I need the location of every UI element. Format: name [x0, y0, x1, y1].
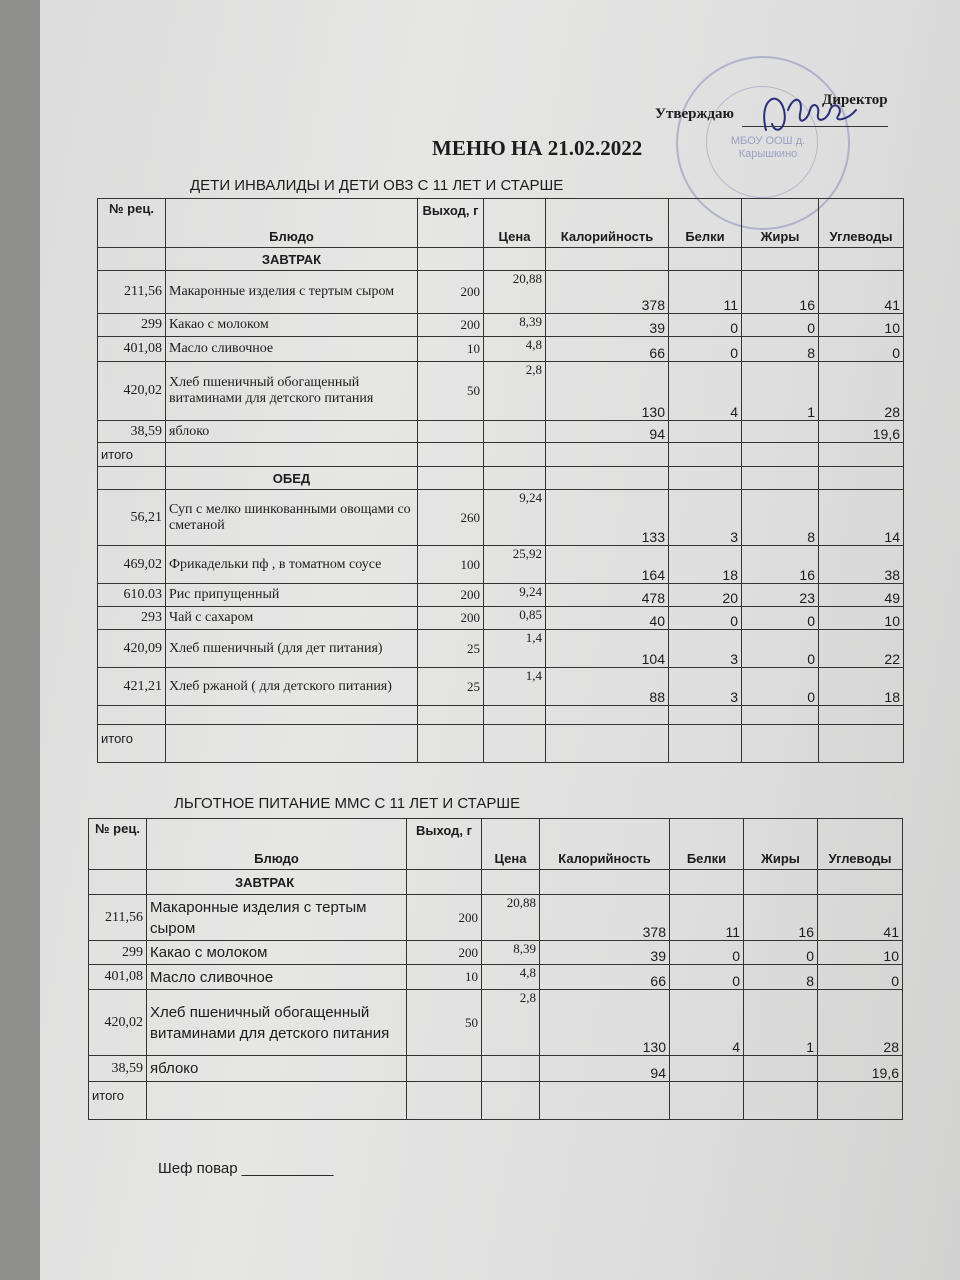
table-row — [98, 490, 904, 546]
cell-calories: 478 — [546, 584, 669, 607]
cell-output: 200 — [418, 607, 484, 630]
cell-calories: 66 — [540, 965, 670, 990]
cell-carbs: 38 — [819, 546, 904, 584]
cell-calories: 378 — [546, 271, 669, 314]
cell-rec: 38,59 — [89, 1056, 147, 1082]
chef-signature-line: Шеф повар ___________ — [158, 1160, 334, 1177]
cell-carbs: 14 — [819, 490, 904, 546]
cell-calories: 88 — [546, 668, 669, 706]
total-label: итого — [98, 443, 166, 467]
cell-dish: Чай с сахаром — [166, 607, 418, 630]
cell-price: 20,88 — [482, 895, 540, 941]
table-row — [98, 546, 904, 584]
cell-price: 9,24 — [484, 490, 546, 546]
total-row — [89, 1082, 903, 1120]
cell-proteins — [670, 1056, 744, 1082]
table-row — [98, 668, 904, 706]
cell-fats: 16 — [742, 271, 819, 314]
cell-fats — [744, 1056, 818, 1082]
cell-rec: 401,08 — [98, 337, 166, 362]
cell-dish: яблоко — [147, 1056, 407, 1082]
cell-rec: 299 — [98, 314, 166, 337]
director-signature — [748, 80, 858, 140]
cell-rec: 56,21 — [98, 490, 166, 546]
cell-output: 10 — [418, 337, 484, 362]
cell-carbs: 10 — [819, 314, 904, 337]
cell-price: 4,8 — [484, 337, 546, 362]
cell-calories: 66 — [546, 337, 669, 362]
cell-proteins: 3 — [669, 630, 742, 668]
cell-price: 2,8 — [484, 362, 546, 421]
cell-carbs: 41 — [818, 895, 903, 941]
cell-output — [418, 421, 484, 443]
table-row — [89, 1056, 903, 1082]
cell-dish: яблоко — [166, 421, 418, 443]
cell-output: 200 — [418, 584, 484, 607]
col-header-output: Выход, г — [407, 819, 482, 870]
cell-carbs: 49 — [819, 584, 904, 607]
cell-proteins: 11 — [670, 895, 744, 941]
cell-carbs: 41 — [819, 271, 904, 314]
cell-dish: Какао с молоком — [147, 941, 407, 965]
cell-calories: 104 — [546, 630, 669, 668]
cell-proteins: 11 — [669, 271, 742, 314]
cell-proteins: 0 — [670, 941, 744, 965]
cell-dish: Суп с мелко шинкованными овощами со сметаной — [166, 490, 418, 546]
cell-proteins: 0 — [670, 965, 744, 990]
cell-proteins: 0 — [669, 337, 742, 362]
cell-dish: Рис припущенный — [166, 584, 418, 607]
cell-carbs: 0 — [819, 337, 904, 362]
cell-price: 25,92 — [484, 546, 546, 584]
cell-fats: 1 — [744, 990, 818, 1056]
cell-fats — [742, 421, 819, 443]
cell-proteins — [669, 421, 742, 443]
section-lunch: ОБЕД — [166, 467, 418, 490]
menu-table-benefit — [88, 818, 903, 1120]
cell-fats: 1 — [742, 362, 819, 421]
cell-price: 8,39 — [484, 314, 546, 337]
cell-calories: 94 — [546, 421, 669, 443]
col-header-carbs: Углеводы — [818, 819, 903, 870]
cell-fats: 8 — [744, 965, 818, 990]
cell-rec: 299 — [89, 941, 147, 965]
cell-calories: 40 — [546, 607, 669, 630]
col-header-rec: № рец. — [98, 199, 166, 248]
empty-row — [98, 706, 904, 725]
total-label: итого — [89, 1082, 147, 1120]
cell-dish: Какао с молоком — [166, 314, 418, 337]
cell-price: 8,39 — [482, 941, 540, 965]
cell-calories: 39 — [546, 314, 669, 337]
section-breakfast: ЗАВТРАК — [166, 248, 418, 271]
cell-dish: Фрикадельки пф , в томатном соусе — [166, 546, 418, 584]
cell-rec: 211,56 — [89, 895, 147, 941]
col-header-carbs: Углеводы — [819, 199, 904, 248]
cell-rec: 610.03 — [98, 584, 166, 607]
table-row — [98, 362, 904, 421]
cell-carbs: 28 — [818, 990, 903, 1056]
menu-table-disabled-children — [97, 198, 904, 763]
cell-dish: Масло сливочное — [166, 337, 418, 362]
cell-output: 10 — [407, 965, 482, 990]
cell-proteins: 3 — [669, 490, 742, 546]
section-row — [98, 467, 904, 490]
cell-dish: Хлеб ржаной ( для детского питания) — [166, 668, 418, 706]
cell-proteins: 3 — [669, 668, 742, 706]
table-row — [98, 584, 904, 607]
table-row — [98, 271, 904, 314]
cell-calories: 39 — [540, 941, 670, 965]
cell-calories: 133 — [546, 490, 669, 546]
cell-calories: 94 — [540, 1056, 670, 1082]
cell-proteins: 4 — [669, 362, 742, 421]
cell-carbs: 0 — [818, 965, 903, 990]
cell-output: 50 — [418, 362, 484, 421]
table2-subtitle: ЛЬГОТНОЕ ПИТАНИЕ ММС С 11 ЛЕТ И СТАРШЕ — [174, 795, 521, 812]
cell-calories: 378 — [540, 895, 670, 941]
cell-price — [484, 421, 546, 443]
cell-output — [407, 1056, 482, 1082]
menu-title: МЕНЮ НА 21.02.2022 — [432, 136, 643, 160]
col-header-price: Цена — [482, 819, 540, 870]
cell-rec: 420,02 — [89, 990, 147, 1056]
col-header-calories: Калорийность — [546, 199, 669, 248]
table-row — [89, 941, 903, 965]
table-row — [89, 990, 903, 1056]
cell-rec: 421,21 — [98, 668, 166, 706]
cell-dish: Макаронные изделия с тертым сыром — [166, 271, 418, 314]
cell-calories: 164 — [546, 546, 669, 584]
cell-output: 200 — [407, 895, 482, 941]
cell-price — [482, 1056, 540, 1082]
col-header-dish: Блюдо — [166, 199, 418, 248]
stamp-text: МБОУ ООШ д. Карышкино — [730, 135, 806, 160]
cell-price: 0,85 — [484, 607, 546, 630]
cell-proteins: 20 — [669, 584, 742, 607]
table-header-row — [89, 819, 903, 870]
cell-fats: 0 — [742, 630, 819, 668]
cell-rec: 420,09 — [98, 630, 166, 668]
cell-rec: 401,08 — [89, 965, 147, 990]
table-row — [98, 607, 904, 630]
cell-rec: 469,02 — [98, 546, 166, 584]
col-header-proteins: Белки — [669, 199, 742, 248]
col-header-fats: Жиры — [744, 819, 818, 870]
cell-proteins: 4 — [670, 990, 744, 1056]
section-row — [89, 870, 903, 895]
cell-dish: Масло сливочное — [147, 965, 407, 990]
table1-subtitle: ДЕТИ ИНВАЛИДЫ И ДЕТИ ОВЗ С 11 ЛЕТ И СТАРШЕ — [190, 177, 564, 194]
cell-rec: 293 — [98, 607, 166, 630]
cell-output: 200 — [407, 941, 482, 965]
table-row — [98, 630, 904, 668]
total-row — [98, 725, 904, 763]
cell-output: 200 — [418, 314, 484, 337]
cell-output: 50 — [407, 990, 482, 1056]
cell-dish: Хлеб пшеничный обогащенный витаминами для детского питания — [166, 362, 418, 421]
total-label: итого — [98, 725, 166, 763]
col-header-output: Выход, г — [418, 199, 484, 248]
cell-fats: 0 — [742, 607, 819, 630]
cell-calories: 130 — [540, 990, 670, 1056]
col-header-dish: Блюдо — [147, 819, 407, 870]
cell-price: 4,8 — [482, 965, 540, 990]
cell-fats: 0 — [744, 941, 818, 965]
cell-carbs: 22 — [819, 630, 904, 668]
cell-carbs: 10 — [818, 941, 903, 965]
cell-proteins: 0 — [669, 314, 742, 337]
cell-dish: Хлеб пшеничный (для дет питания) — [166, 630, 418, 668]
cell-rec: 38,59 — [98, 421, 166, 443]
cell-fats: 8 — [742, 337, 819, 362]
total-row — [98, 443, 904, 467]
cell-rec: 211,56 — [98, 271, 166, 314]
cell-fats: 0 — [742, 668, 819, 706]
approve-role: Директор — [822, 92, 888, 108]
table-row — [98, 337, 904, 362]
cell-proteins: 18 — [669, 546, 742, 584]
cell-fats: 23 — [742, 584, 819, 607]
table-row — [98, 314, 904, 337]
table-row — [89, 965, 903, 990]
section-breakfast: ЗАВТРАК — [147, 870, 407, 895]
cell-dish: Макаронные изделия с тертым сыром — [147, 895, 407, 941]
col-header-calories: Калорийность — [540, 819, 670, 870]
cell-price: 2,8 — [482, 990, 540, 1056]
approve-label: Утверждаю — [655, 106, 734, 122]
cell-output: 25 — [418, 630, 484, 668]
cell-price: 1,4 — [484, 630, 546, 668]
table-header-row — [98, 199, 904, 248]
cell-carbs: 19,6 — [819, 421, 904, 443]
cell-rec: 420,02 — [98, 362, 166, 421]
cell-output: 100 — [418, 546, 484, 584]
cell-price: 9,24 — [484, 584, 546, 607]
cell-carbs: 18 — [819, 668, 904, 706]
col-header-proteins: Белки — [670, 819, 744, 870]
cell-fats: 16 — [744, 895, 818, 941]
col-header-fats: Жиры — [742, 199, 819, 248]
cell-calories: 130 — [546, 362, 669, 421]
cell-fats: 0 — [742, 314, 819, 337]
cell-fats: 8 — [742, 490, 819, 546]
cell-dish: Хлеб пшеничный обогащенный витаминами для детского питания — [147, 990, 407, 1056]
cell-proteins: 0 — [669, 607, 742, 630]
cell-output: 25 — [418, 668, 484, 706]
table-row — [89, 895, 903, 941]
cell-fats: 16 — [742, 546, 819, 584]
cell-output: 200 — [418, 271, 484, 314]
table-row — [98, 421, 904, 443]
section-row — [98, 248, 904, 271]
cell-carbs: 10 — [819, 607, 904, 630]
col-header-price: Цена — [484, 199, 546, 248]
cell-output: 260 — [418, 490, 484, 546]
cell-carbs: 28 — [819, 362, 904, 421]
cell-price: 1,4 — [484, 668, 546, 706]
cell-price: 20,88 — [484, 271, 546, 314]
col-header-rec: № рец. — [89, 819, 147, 870]
cell-carbs: 19,6 — [818, 1056, 903, 1082]
